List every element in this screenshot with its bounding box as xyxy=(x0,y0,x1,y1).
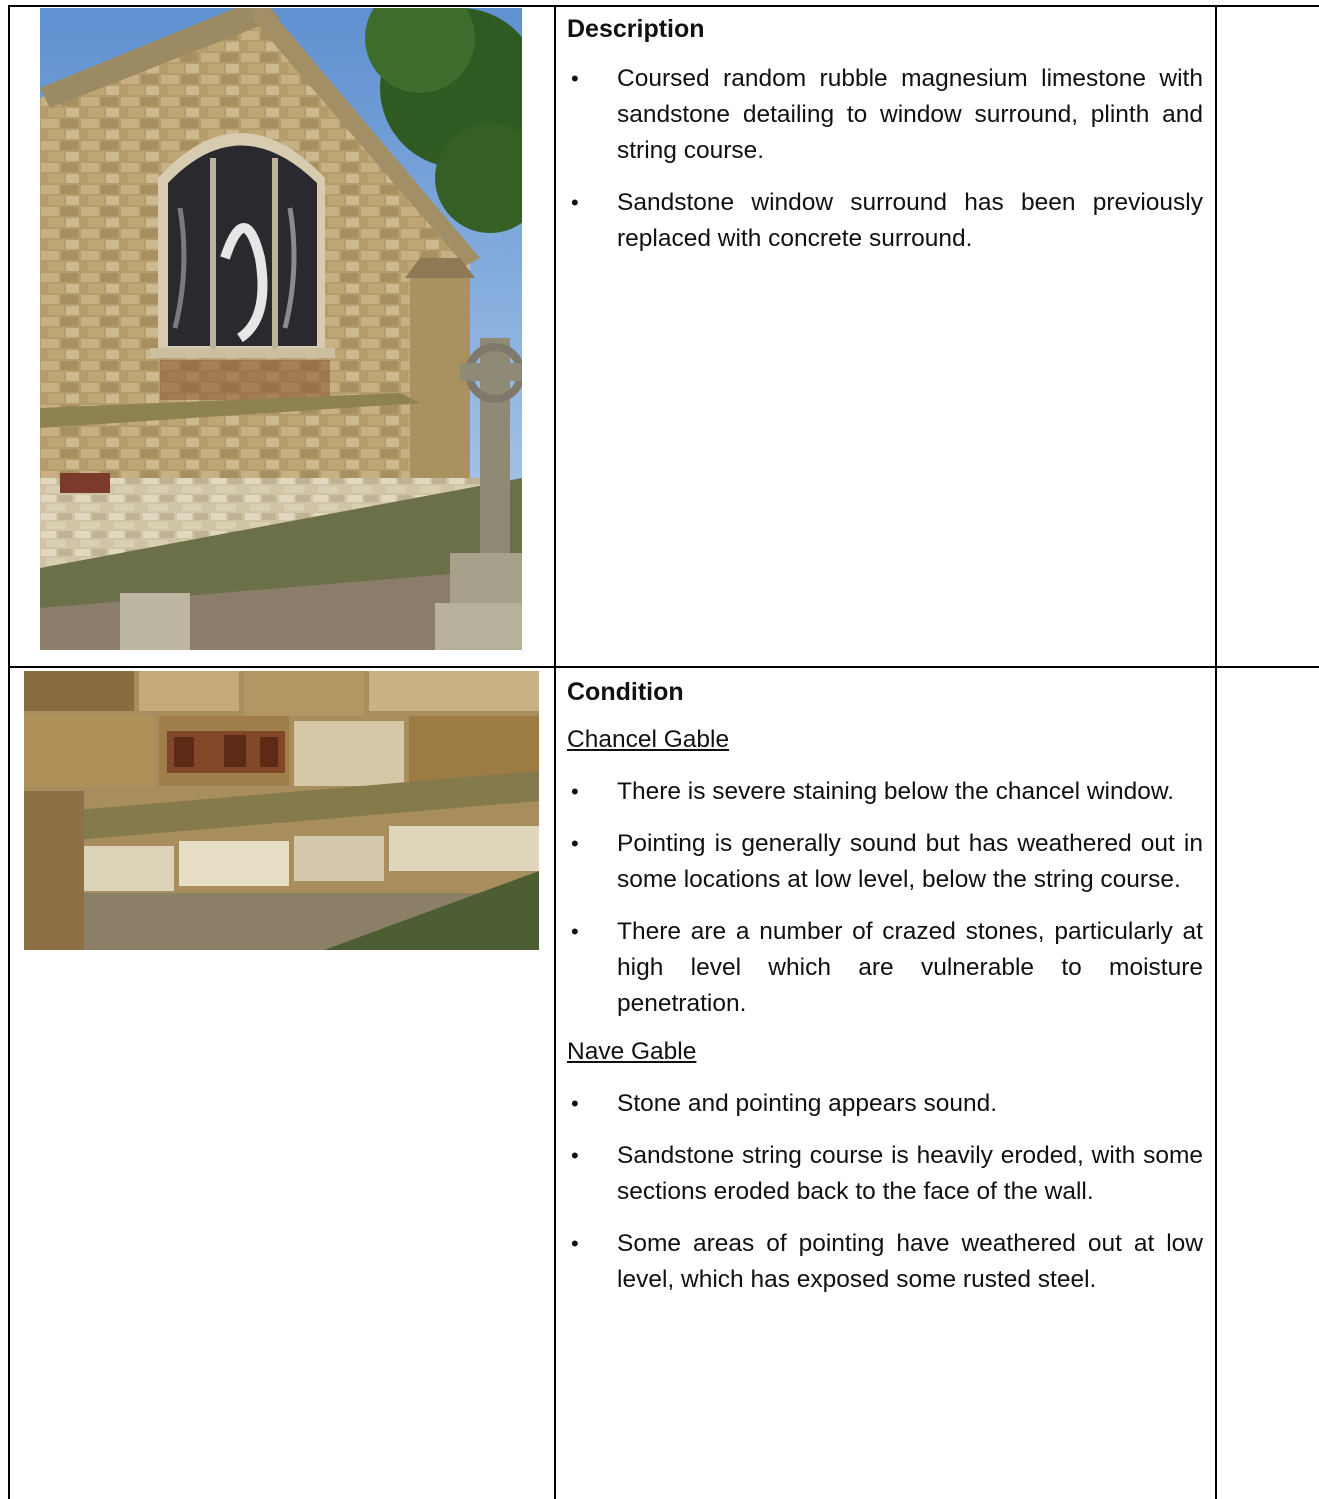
condition-cell xyxy=(567,674,1203,1314)
list-item: • Pointing is generally sound but has weathered out in some locations at low level, below the string course. xyxy=(567,826,1203,898)
list-item: • Some areas of pointing have weathered out at low level, which has exposed some rusted steel. xyxy=(567,1226,1203,1298)
list-item: • Sandstone string course is heavily eroded, with some sections eroded back to the face of the wall. xyxy=(567,1138,1203,1210)
condition-heading: Condition xyxy=(567,678,684,706)
list-item: • Stone and pointing appears sound. xyxy=(567,1086,1203,1122)
nave-gable-heading: Nave Gable xyxy=(567,1038,697,1065)
table-left-border-lower xyxy=(8,666,10,1499)
table-col-divider xyxy=(554,5,556,1499)
photo-stain-detail xyxy=(24,671,539,950)
list-item: • Coursed random rubble magnesium limestone with sandstone detailing to window surround, plinth and string course. xyxy=(567,61,1203,169)
table-top-border xyxy=(8,5,1319,7)
list-item: • There are a number of crazed stones, particularly at high level which are vulnerable to moisture penetration. xyxy=(567,914,1203,1022)
chancel-list xyxy=(567,774,1203,1022)
table-row-divider xyxy=(8,666,1319,668)
chancel-gable-heading: Chancel Gable xyxy=(567,726,730,753)
table-left-border xyxy=(8,5,10,668)
church-gable-image xyxy=(40,8,522,650)
nave-list xyxy=(567,1086,1203,1298)
photo-chancel-gable xyxy=(40,8,522,650)
description-cell xyxy=(567,11,1203,273)
stained-wall-image xyxy=(24,671,539,950)
description-list xyxy=(567,61,1203,257)
description-heading: Description xyxy=(567,15,705,43)
table-col-divider-right xyxy=(1215,5,1217,1499)
list-item: • Sandstone window surround has been previously replaced with concrete surround. xyxy=(567,185,1203,257)
list-item: • There is severe staining below the chancel window. xyxy=(567,774,1203,810)
